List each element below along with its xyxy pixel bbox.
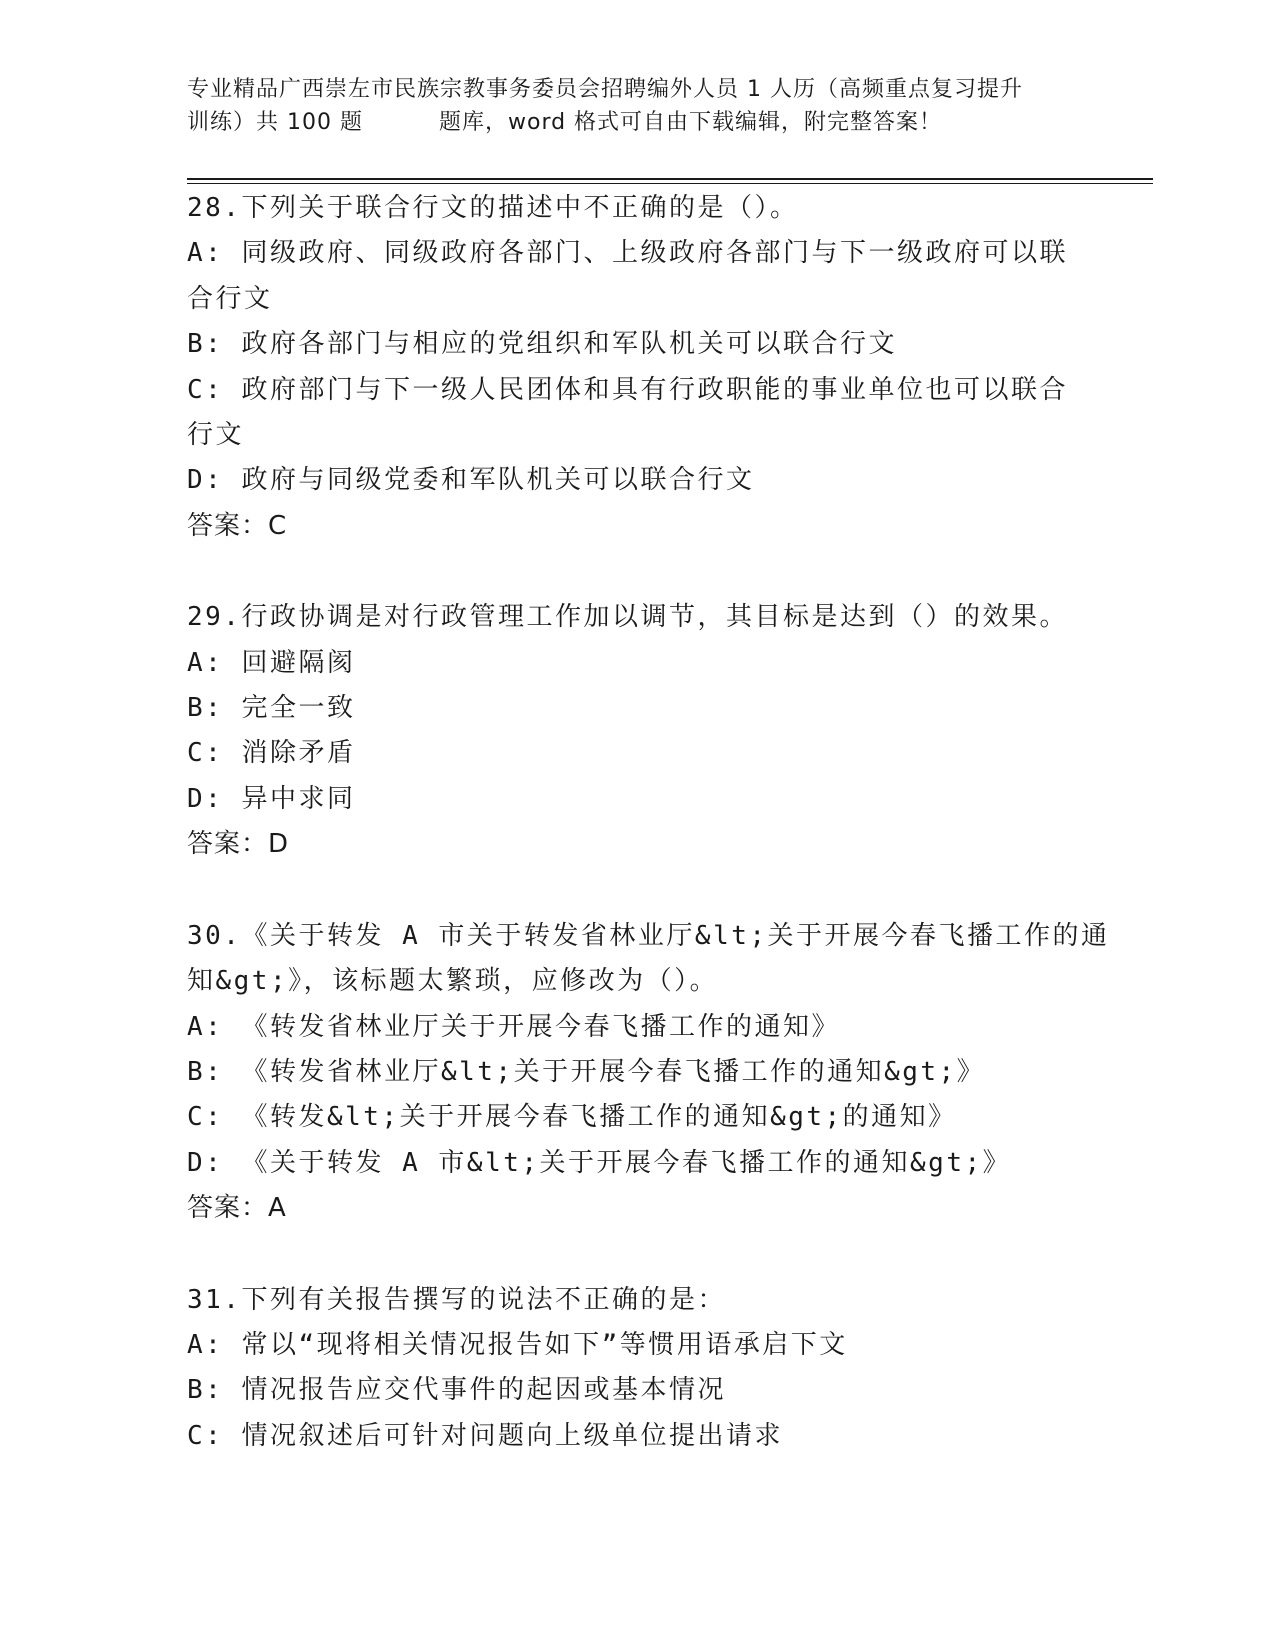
- answer-line: 答案：A: [187, 1193, 287, 1224]
- header-title-line-2-part-1: 训练）共 100 题: [187, 110, 363, 135]
- header-title-line-1: 专业精品广西崇左市民族宗教事务委员会招聘编外人员 1 人历（高频重点复习提升: [187, 77, 1023, 102]
- option-d: D: 《关于转发 A 市&lt;关于开展今春飞播工作的通知&gt;》: [187, 1147, 1012, 1178]
- option-d: D: 政府与同级党委和军队机关可以联合行文: [187, 465, 755, 496]
- option-a: A: 同级政府、同级政府各部门、上级政府各部门与下一级政府可以联: [187, 238, 1068, 269]
- question-stem: 28.下列关于联合行文的描述中不正确的是（）。: [187, 193, 799, 223]
- question-29: [187, 595, 1087, 867]
- question-30: [187, 914, 1110, 1232]
- question-28: [187, 186, 1087, 549]
- answer-line: 答案：C: [187, 510, 288, 541]
- header-title-line-2: [187, 106, 1087, 139]
- option-c: C: 《转发&lt;关于开展今春飞播工作的通知&gt;的通知》: [187, 1102, 957, 1133]
- option-c: C: 政府部门与下一级人民团体和具有行政职能的事业单位也可以联合: [187, 374, 1068, 405]
- question-list: [187, 186, 1110, 1459]
- option-d: D: 异中求同: [187, 783, 356, 814]
- option-a-continued: 合行文: [187, 283, 273, 314]
- option-a: A: 常以“现将相关情况报告如下”等惯用语承启下文: [187, 1329, 848, 1360]
- header-title-line-2-part-2: 题库，word 格式可自由下载编辑，附完整答案！: [438, 110, 943, 135]
- option-b: B: 《转发省林业厅&lt;关于开展今春飞播工作的通知&gt;》: [187, 1056, 986, 1087]
- question-stem: 30.《关于转发 A 市关于转发省林业厅&lt;关于开展今春飞播工作的通: [187, 920, 1110, 951]
- header-divider-thick: [187, 178, 1153, 180]
- header-divider-thin: [187, 183, 1153, 184]
- option-c-continued: 行文: [187, 420, 245, 451]
- answer-line: 答案：D: [187, 829, 290, 860]
- question-stem: 31.下列有关报告撰写的说法不正确的是：: [187, 1284, 726, 1315]
- document-header: [187, 73, 1087, 139]
- question-stem: 29.行政协调是对行政管理工作加以调节，其目标是达到（）的效果。: [187, 602, 1068, 633]
- question-stem-continued: 知&gt;》，该标题太繁琐，应修改为（）。: [187, 966, 719, 997]
- question-31: [187, 1278, 1087, 1460]
- option-b: B: 政府各部门与相应的党组织和军队机关可以联合行文: [187, 329, 897, 360]
- option-c: C: 情况叙述后可针对问题向上级单位提出请求: [187, 1420, 783, 1451]
- option-b: B: 完全一致: [187, 693, 356, 724]
- option-b: B: 情况报告应交代事件的起因或基本情况: [187, 1375, 726, 1406]
- option-a: A: 回避隔阂: [187, 647, 356, 678]
- option-a: A: 《转发省林业厅关于开展今春飞播工作的通知》: [187, 1011, 840, 1042]
- option-c: C: 消除矛盾: [187, 738, 356, 769]
